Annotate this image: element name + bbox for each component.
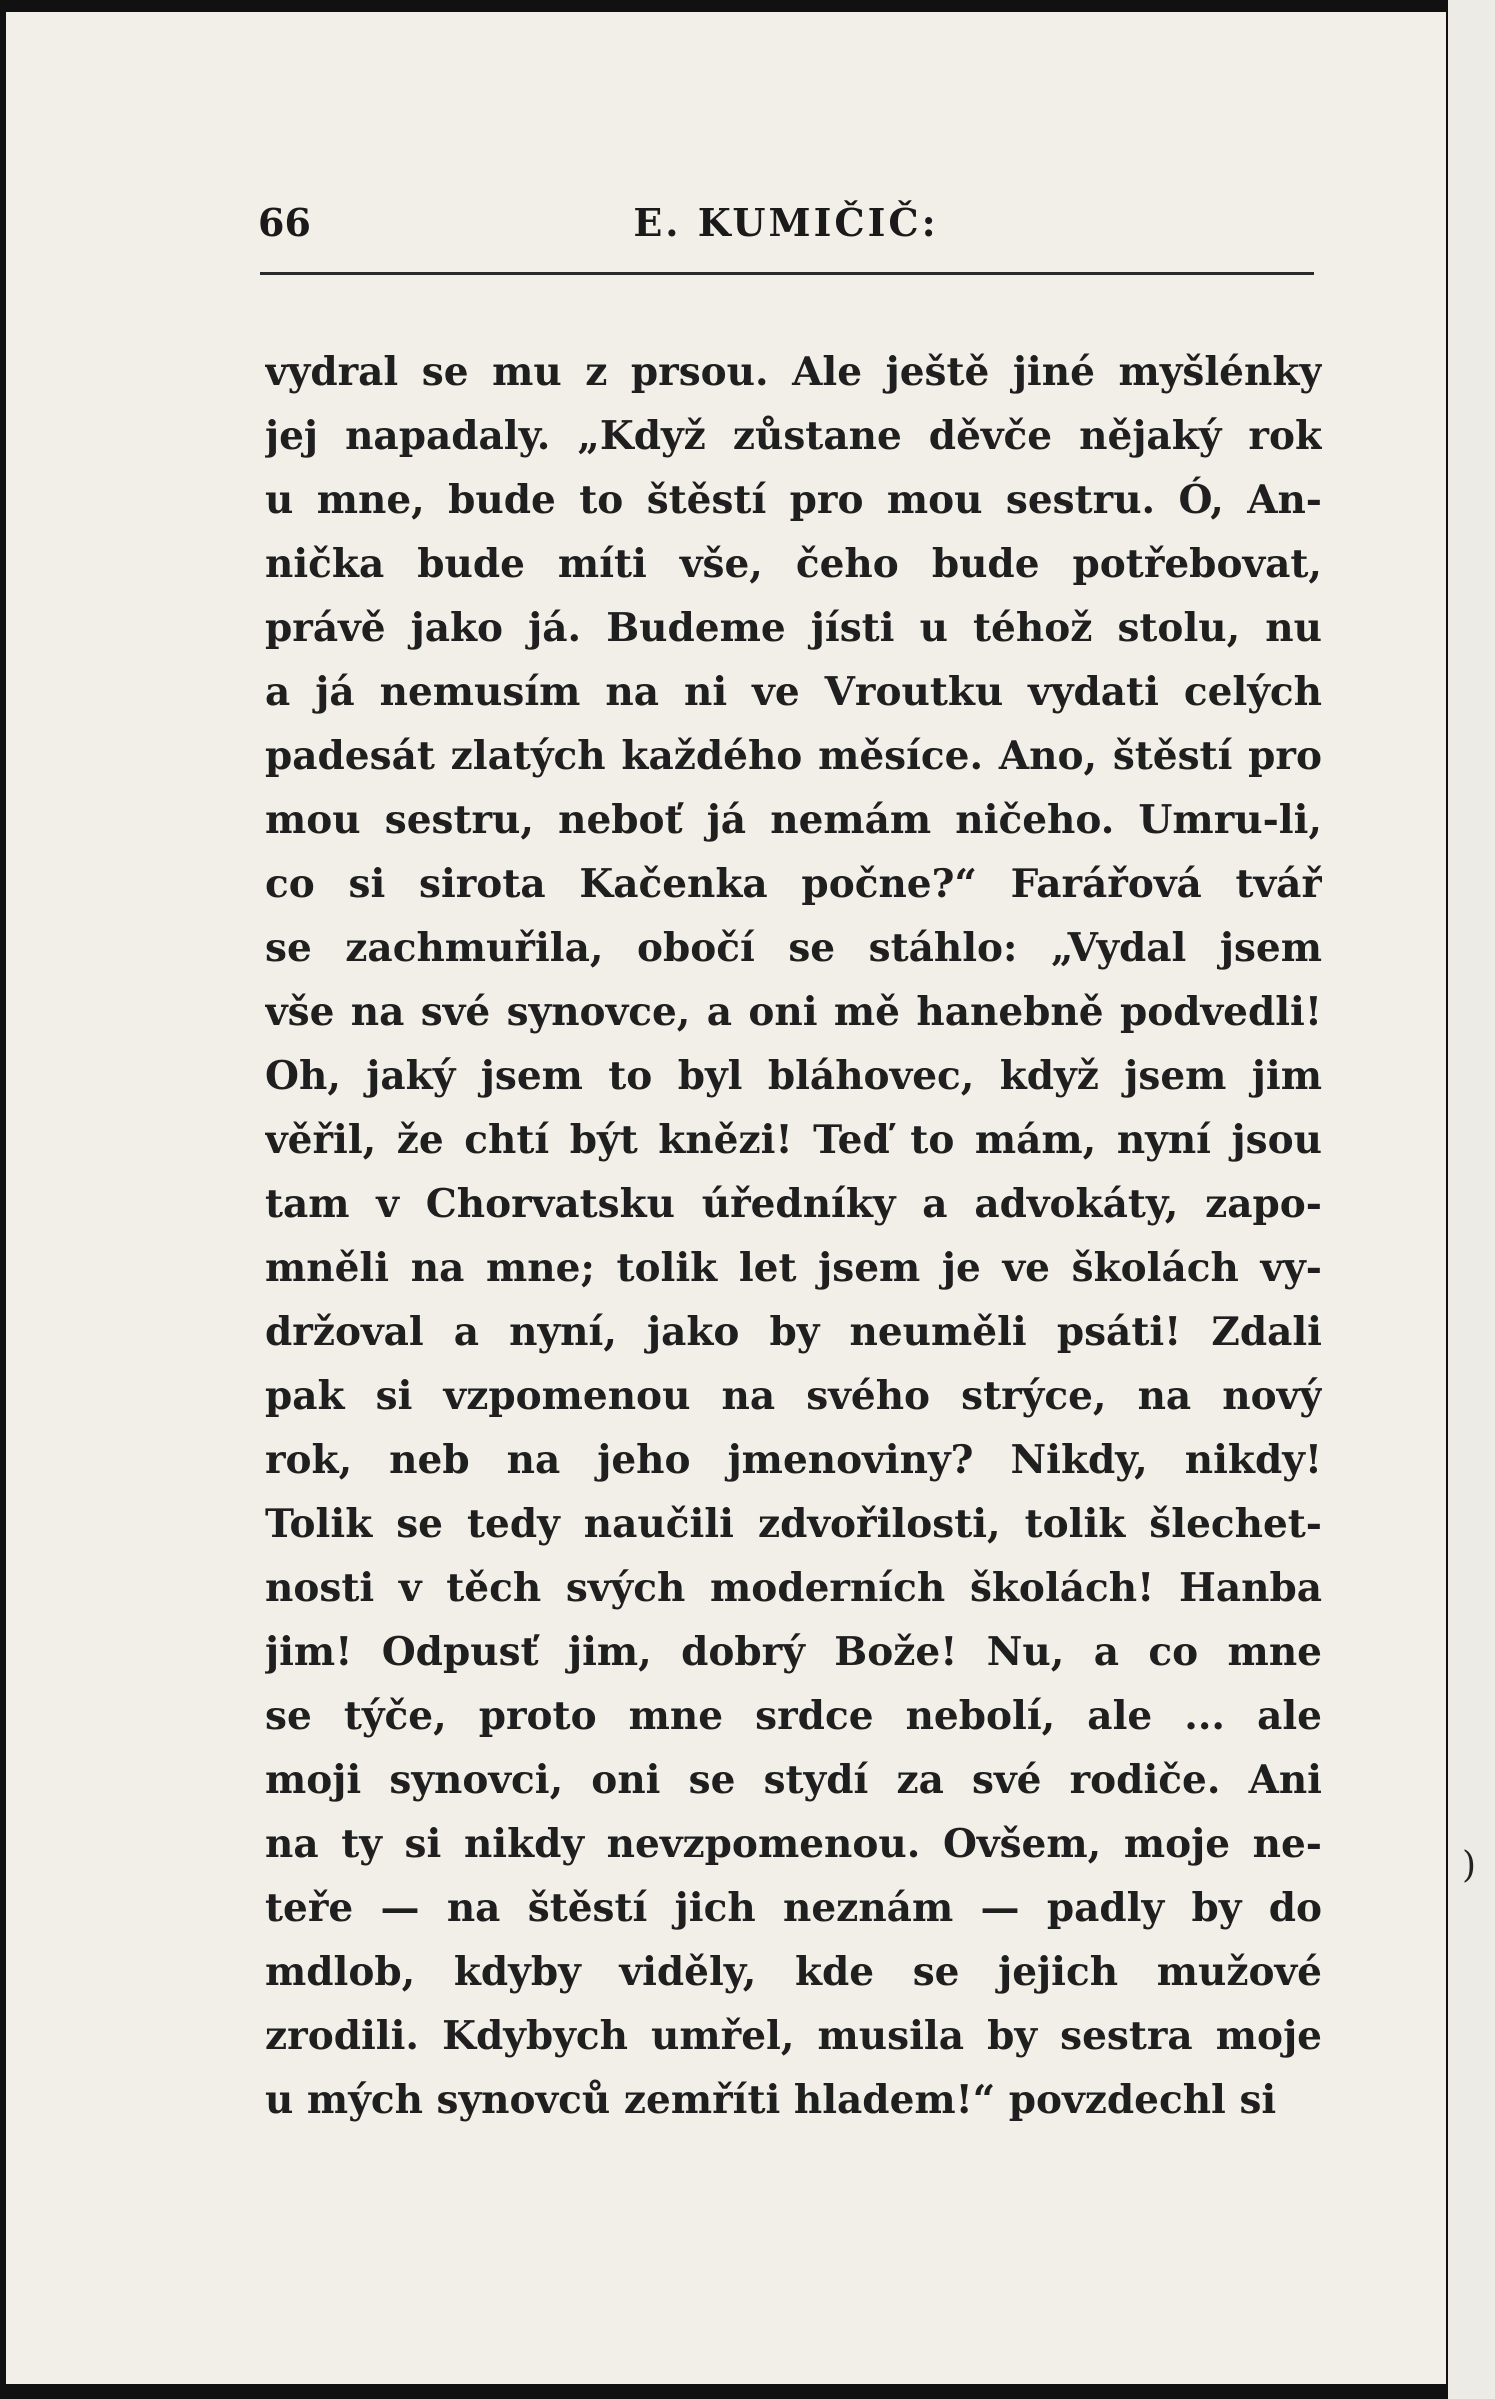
text-line: jej napadaly. „Když zůstane děvče nějaký rok: [265, 413, 1322, 459]
text-line: zrodili. Kdybych umřel, musila by sestra moje: [265, 2013, 1322, 2059]
text-line: tam v Chorvatsku úředníky a advokáty, zapo-: [265, 1181, 1322, 1227]
text-line: moji synovci, oni se stydí za své rodiče. Ani: [265, 1757, 1322, 1803]
text-line: a já nemusím na ni ve Vroutku vydati celých: [265, 669, 1322, 715]
text-line: věřil, že chtí být knězi! Teď to mám, nyní jsou: [265, 1117, 1322, 1163]
text-line: Tolik se tedy naučili zdvořilosti, tolik šlechet-: [265, 1501, 1322, 1547]
text-line: mou sestru, neboť já nemám ničeho. Umru-li,: [265, 797, 1322, 843]
text-line: se zachmuřila, obočí se stáhlo: „Vydal jsem: [265, 925, 1322, 971]
adjacent-page-edge: [1448, 0, 1495, 2399]
text-line: padesát zlatých každého měsíce. Ano, štěstí pro: [265, 733, 1322, 779]
text-line: mdlob, kdyby viděly, kde se jejich mužové: [265, 1949, 1322, 1995]
margin-mark: ): [1462, 1845, 1477, 1886]
text-line: jim! Odpusť jim, dobrý Bože! Nu, a co mne: [265, 1629, 1322, 1675]
body-text: [265, 340, 1322, 2132]
text-line: mněli na mne; tolik let jsem je ve školách vy-: [265, 1245, 1322, 1291]
text-line: vše na své synovce, a oni mě hanebně podvedli!: [265, 989, 1322, 1035]
header-title: E. KUMIČIČ:: [633, 200, 939, 245]
running-header: [258, 200, 1314, 260]
text-line: u mých synovců zemříti hladem!“ povzdechl si: [265, 2077, 1277, 2123]
page-number: 66: [258, 200, 311, 245]
text-line: se týče, proto mne srdce nebolí, ale ... ale: [265, 1693, 1322, 1739]
text-line: nosti v těch svých moderních školách! Hanba: [265, 1565, 1322, 1611]
text-line: co si sirota Kačenka počne?“ Farářová tvář: [265, 861, 1322, 907]
text-line: držoval a nyní, jako by neuměli psáti! Zdali: [265, 1309, 1322, 1355]
text-line: vydral se mu z prsou. Ale ještě jiné myšlénky: [265, 349, 1322, 395]
text-line: nička bude míti vše, čeho bude potřebovat,: [265, 541, 1322, 587]
text-line: u mne, bude to štěstí pro mou sestru. Ó, An-: [265, 477, 1322, 523]
text-line: pak si vzpomenou na svého strýce, na nový: [265, 1373, 1322, 1419]
text-line: právě jako já. Budeme jísti u téhož stolu, nu: [265, 605, 1322, 651]
header-rule: [260, 272, 1314, 275]
text-line: teře — na štěstí jich neznám — padly by do: [265, 1885, 1322, 1931]
text-line: na ty si nikdy nevzpomenou. Ovšem, moje ne-: [265, 1821, 1322, 1867]
text-line: rok, neb na jeho jmenoviny? Nikdy, nikdy!: [265, 1437, 1322, 1483]
text-line: Oh, jaký jsem to byl bláhovec, když jsem jim: [265, 1053, 1322, 1099]
